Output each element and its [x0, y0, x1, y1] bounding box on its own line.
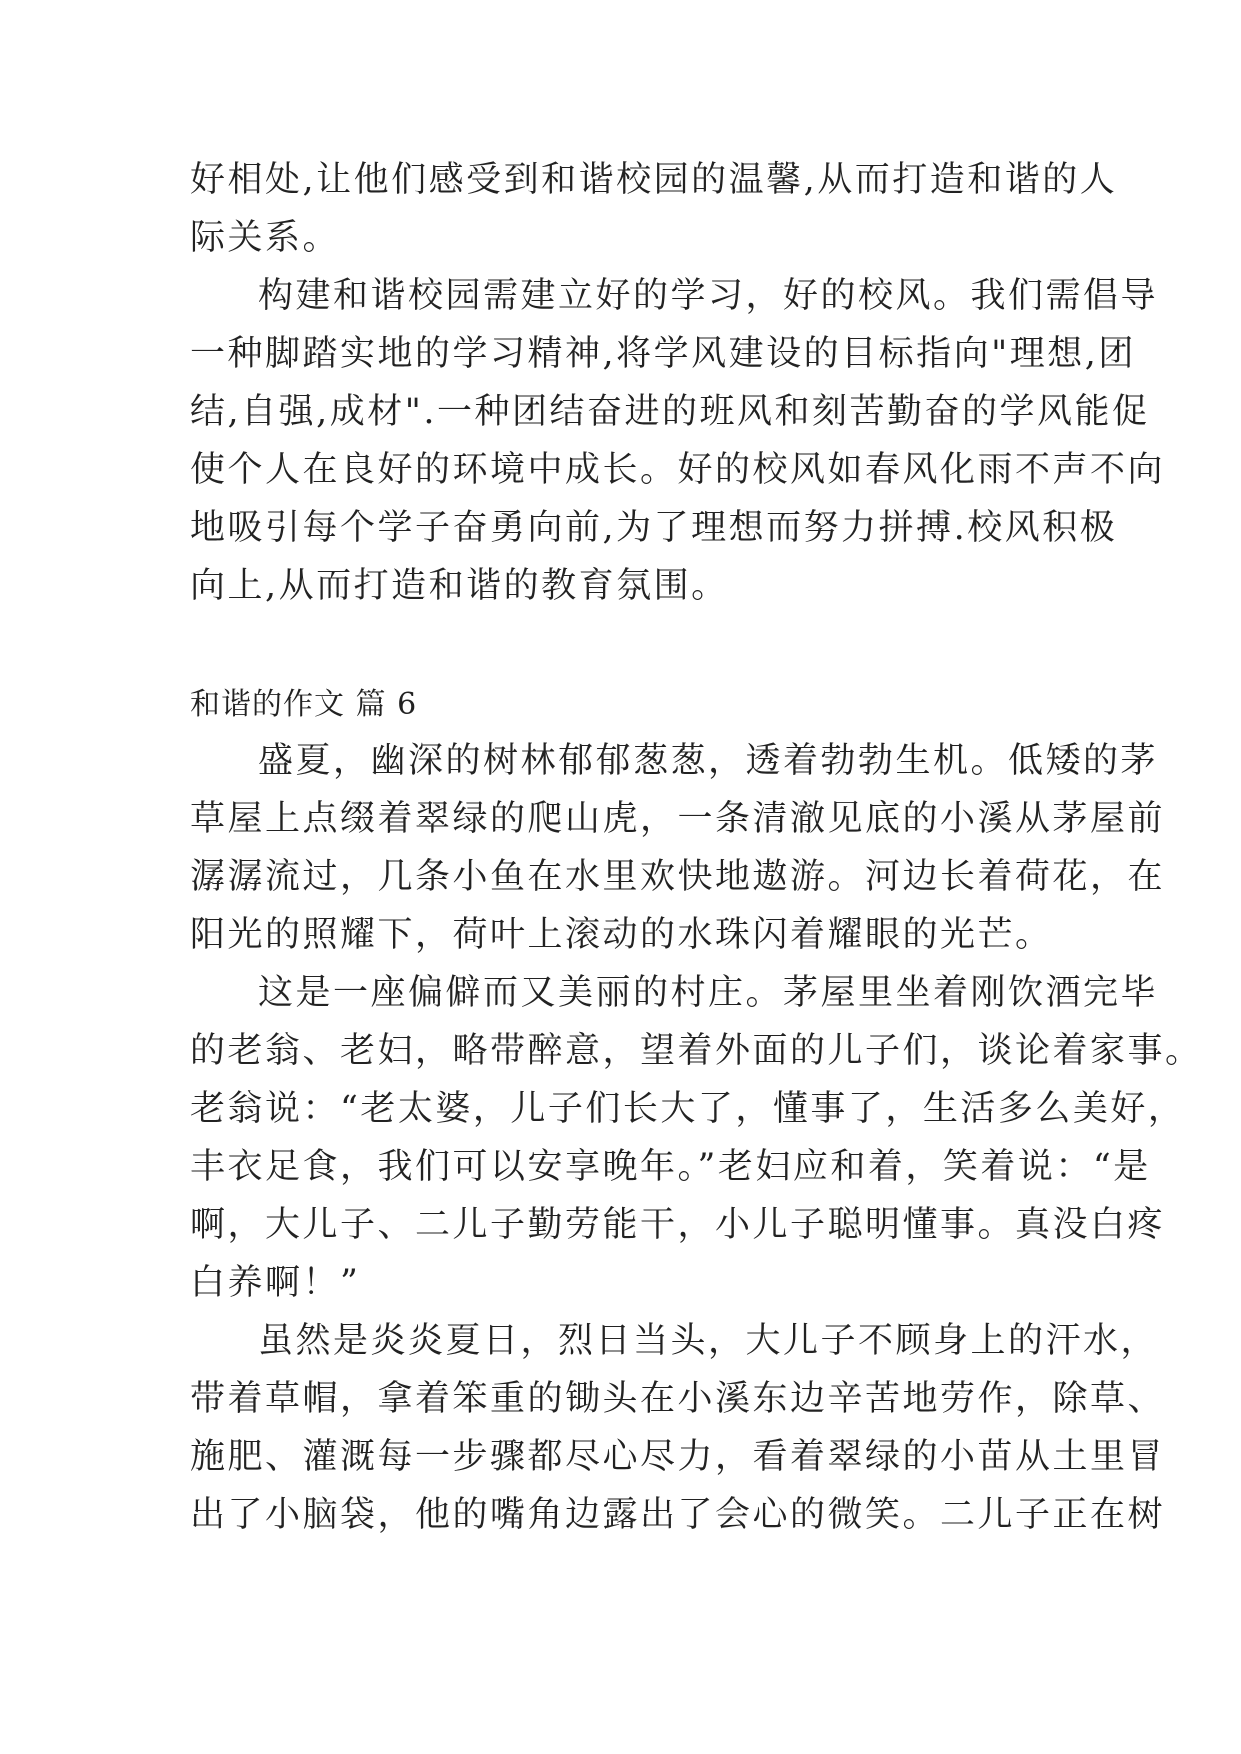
text-line: 潺潺流过，几条小鱼在水里欢快地遨游。河边长着荷花，在 [190, 857, 1166, 897]
text-line: 施肥、灌溉每一步骤都尽心尽力，看着翠绿的小苗从土里冒 [190, 1437, 1166, 1477]
text-line: 好相处,让他们感受到和谐校园的温馨,从而打造和谐的人 [190, 160, 1118, 200]
text-line: 一种脚踏实地的学习精神,将学风建设的目标指向"理想,团 [190, 334, 1136, 374]
text-line: 阳光的照耀下，荷叶上滚动的水珠闪着耀眼的光芒。 [190, 915, 1053, 955]
text-line: 白养啊！” [190, 1263, 361, 1303]
text-line: 构建和谐校园需建立好的学习，好的校风。我们需倡导 [258, 276, 1159, 316]
text-line: 地吸引每个学子奋勇向前,为了理想而努力拼搏.校风积极 [190, 508, 1118, 548]
text-line: 草屋上点缀着翠绿的爬山虎，一条清澈见底的小溪从茅屋前 [190, 799, 1166, 839]
text-line: 丰衣足食，我们可以安享晚年。”老妇应和着，笑着说：“是 [190, 1147, 1151, 1187]
text-line: 出了小脑袋，他的嘴角边露出了会心的微笑。二儿子正在树 [190, 1495, 1166, 1535]
section-heading: 和谐的作文 篇 6 [190, 687, 418, 722]
text-line: 使个人在良好的环境中成长。好的校风如春风化雨不声不向 [190, 450, 1166, 490]
text-line: 盛夏，幽深的树林郁郁葱葱，透着勃勃生机。低矮的茅 [258, 741, 1159, 781]
text-line: 向上,从而打造和谐的教育氛围。 [190, 566, 729, 606]
text-line: 际关系。 [190, 218, 341, 258]
text-line: 虽然是炎炎夏日，烈日当头，大儿子不顾身上的汗水， [258, 1321, 1159, 1361]
text-line: 这是一座偏僻而又美丽的村庄。茅屋里坐着刚饮酒完毕 [258, 973, 1159, 1013]
text-line: 带着草帽，拿着笨重的锄头在小溪东边辛苦地劳作，除草、 [190, 1379, 1166, 1419]
text-line: 的老翁、老妇，略带醉意，望着外面的儿子们，谈论着家事。 [190, 1031, 1203, 1071]
text-line: 老翁说：“老太婆，儿子们长大了，懂事了，生活多么美好， [190, 1089, 1186, 1129]
text-line: 啊，大儿子、二儿子勤劳能干，小儿子聪明懂事。真没白疼 [190, 1205, 1166, 1245]
text-line: 结,自强,成材".一种团结奋进的班风和刻苦勤奋的学风能促 [190, 392, 1150, 432]
